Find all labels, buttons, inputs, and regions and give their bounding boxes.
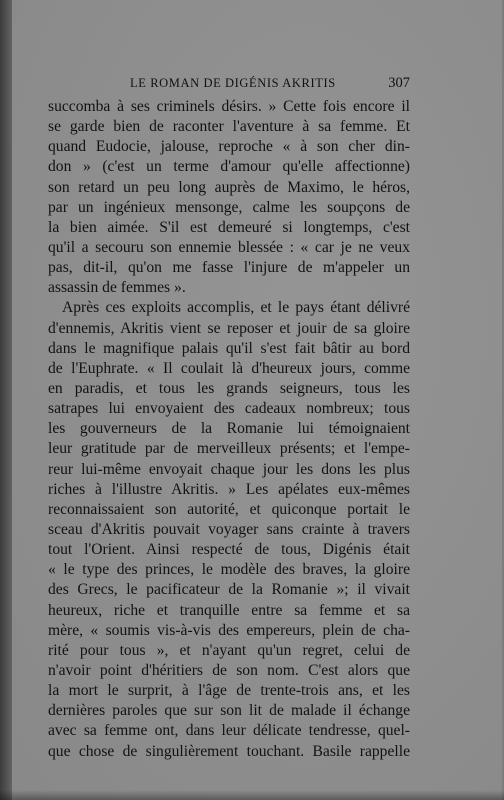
text-line: dernières paroles que sur son lit de malade il échange [48,702,410,720]
text-line: la mort le surprit, à l'âge de trente-trois ans, et les [48,682,410,700]
text-line: reconnaissaient son autorité, et quiconque portait le [48,500,410,518]
text-line: « le type des princes, le modèle des braves, la gloire [48,561,410,579]
text-line: satrapes lui envoyaient des cadeaux nombreux; tous [48,400,410,418]
text-line: que chose de singulièrement touchant. Basile rappelle [48,742,410,760]
text-line: des Grecs, le pacificateur de la Romanie »; il vivait [48,581,410,599]
text-line: reur lui-même envoyait chaque jour les dons les plus [48,460,410,478]
text-line: tout l'Orient. Ainsi respecté de tous, Digénis était [48,541,410,559]
page-number: 307 [388,75,410,91]
text-line: pas, dit-il, qu'on me fasse l'injure de m'appeler un [48,259,410,277]
text-line: son retard un peu long auprès de Maximo, le héros, [48,178,410,196]
text-line: heureux, riche et tranquille entre sa femme et sa [48,601,410,619]
text-line: de l'Euphrate. « Il coulait là d'heureux jours, comme [48,359,410,377]
text-line: se garde bien de raconter l'aventure à sa femme. Et [48,118,410,136]
text-line: par un ingénieux mensonge, calme les soupçons de [48,198,410,216]
text-line: sceau d'Akritis pouvait voyager sans crainte à travers [48,520,410,538]
text-line: n'avoir point d'héritiers de son nom. C'est alors que [48,661,410,679]
text-line: qu'il a secouru son ennemie blessée : « car je ne veux [48,238,410,256]
text-line: rité pour tous », et n'ayant qu'un regret, celui de [48,641,410,659]
text-line: succomba à ses criminels désirs. » Cette fois encore il [48,98,410,115]
text-line: d'ennemis, Akritis vient se reposer et jouir de sa gloire [48,319,410,337]
paragraph-start-line: Après ces exploits accomplis, et le pays étant délivré [62,299,410,317]
body-text [48,97,410,762]
text-line: quand Eudocie, jalouse, reproche « à son cher din- [48,138,410,156]
text-line: don » (c'est un terme d'amour qu'elle affectionne) [48,158,410,176]
running-head [48,76,410,94]
text-line: la bien aimée. S'il est demeuré si longtemps, c'est [48,218,410,236]
text-line: leur gratitude par de merveilleux présents; et l'empe- [48,440,410,458]
text-line: dans le magnifique palais qu'il s'est fait bâtir au bord [48,339,410,357]
text-line: en paradis, et tous les grands seigneurs, tous les [48,379,410,397]
text-line: avec sa femme ont, dans leur délicate tendresse, quel- [48,722,410,740]
running-title: LE ROMAN DE DIGÉNIS AKRITIS [130,76,336,90]
text-line: les gouverneurs de la Romanie lui témoignaient [48,420,410,438]
paragraph-end-line: assassin de femmes ». [48,279,186,297]
text-line: mère, « soumis vis-à-vis des empereurs, plein de cha- [48,621,410,639]
page-bottom-shadow [0,790,504,800]
text-line: riches à l'illustre Akritis. » Les apélates eux-mêmes [48,480,410,498]
